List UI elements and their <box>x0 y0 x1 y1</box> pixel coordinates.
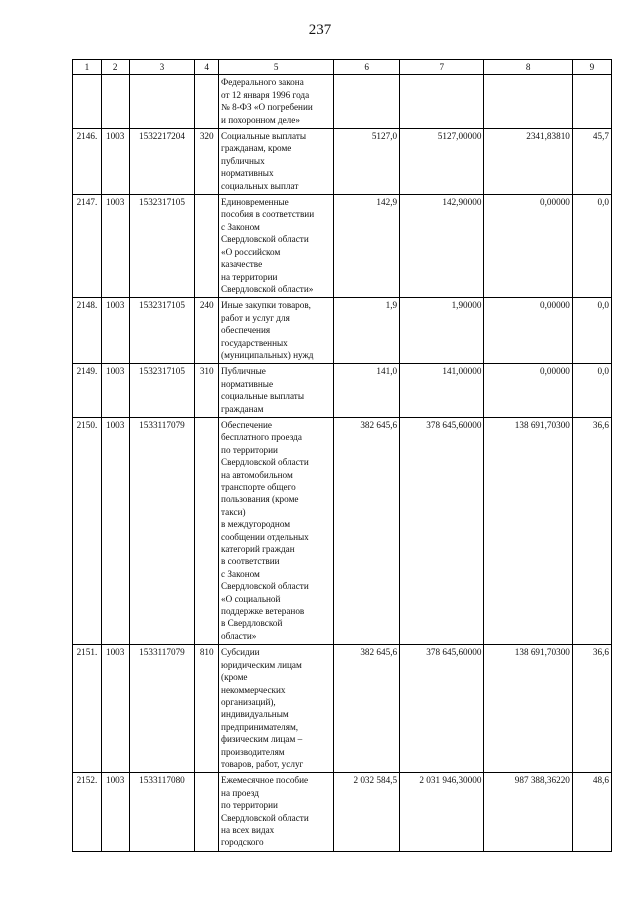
section-code-cell: 1003 <box>101 298 129 364</box>
header-row <box>73 60 612 75</box>
executed-amount-cell <box>484 75 572 129</box>
row-number-cell: 2147. <box>73 195 102 298</box>
planned-amount-cell: 5127,0 <box>334 129 400 195</box>
expense-type-cell <box>195 195 219 298</box>
executed-amount-cell: 0,00000 <box>484 298 572 364</box>
column-header: 2 <box>101 60 129 75</box>
percent-cell: 36,6 <box>572 417 611 644</box>
planned-amount-cell: 2 032 584,5 <box>334 773 400 851</box>
row-number-cell <box>73 75 102 129</box>
item-name-cell: Ежемесячное пособие на проезд по территории Свердловской области на всех видах городского <box>219 773 334 851</box>
table-row <box>73 195 612 298</box>
percent-cell: 45,7 <box>572 129 611 195</box>
approved-amount-cell: 378 645,60000 <box>400 417 484 644</box>
percent-cell <box>572 75 611 129</box>
table-row <box>73 298 612 364</box>
column-header: 4 <box>195 60 219 75</box>
percent-cell: 36,6 <box>572 645 611 773</box>
table-row <box>73 645 612 773</box>
item-name-cell: Социальные выплаты гражданам, кроме публичных нормативных социальных выплат <box>219 129 334 195</box>
planned-amount-cell: 382 645,6 <box>334 645 400 773</box>
item-name-cell: Единовременные пособия в соответствии с Законом Свердловской области «О российском казачестве на территории Свердловской области» <box>219 195 334 298</box>
approved-amount-cell: 141,00000 <box>400 364 484 418</box>
table-row <box>73 773 612 851</box>
row-number-cell: 2152. <box>73 773 102 851</box>
approved-amount-cell: 5127,00000 <box>400 129 484 195</box>
expense-type-cell: 320 <box>195 129 219 195</box>
percent-cell: 48,6 <box>572 773 611 851</box>
percent-cell: 0,0 <box>572 298 611 364</box>
target-code-cell: 1533117080 <box>129 773 195 851</box>
target-code-cell: 1532217204 <box>129 129 195 195</box>
target-code-cell: 1532317105 <box>129 364 195 418</box>
planned-amount-cell: 382 645,6 <box>334 417 400 644</box>
table-row <box>73 129 612 195</box>
executed-amount-cell: 138 691,70300 <box>484 417 572 644</box>
budget-table <box>72 59 612 852</box>
target-code-cell: 1533117079 <box>129 417 195 644</box>
executed-amount-cell: 2341,83810 <box>484 129 572 195</box>
column-header: 9 <box>572 60 611 75</box>
expense-type-cell <box>195 417 219 644</box>
executed-amount-cell: 0,00000 <box>484 364 572 418</box>
table-row <box>73 364 612 418</box>
executed-amount-cell: 0,00000 <box>484 195 572 298</box>
expense-type-cell: 810 <box>195 645 219 773</box>
target-code-cell: 1533117079 <box>129 645 195 773</box>
page-number: 237 <box>308 22 332 38</box>
expense-type-cell: 240 <box>195 298 219 364</box>
section-code-cell: 1003 <box>101 195 129 298</box>
section-code-cell <box>101 75 129 129</box>
section-code-cell: 1003 <box>101 645 129 773</box>
executed-amount-cell: 987 388,36220 <box>484 773 572 851</box>
target-code-cell: 1532317105 <box>129 298 195 364</box>
percent-cell: 0,0 <box>572 195 611 298</box>
section-code-cell: 1003 <box>101 129 129 195</box>
approved-amount-cell: 142,90000 <box>400 195 484 298</box>
item-name-cell: Обеспечение бесплатного проезда по территории Свердловской области на автомобильном транспорте общего пользования (кроме такси) в междугородном сообщении отдельных категорий граждан в соответствии с Законом Свердловской области «О социальной поддержке ветеранов в Свердловской области» <box>219 417 334 644</box>
column-header: 7 <box>400 60 484 75</box>
item-name-cell: Публичные нормативные социальные выплаты гражданам <box>219 364 334 418</box>
item-name-cell: Федерального закона от 12 января 1996 года № 8-ФЗ «О погребении и похоронном деле» <box>219 75 334 129</box>
column-header: 5 <box>219 60 334 75</box>
row-number-cell: 2149. <box>73 364 102 418</box>
item-name-cell: Субсидии юридическим лицам (кроме некоммерческих организаций), индивидуальным предпринимателям, физическим лицам – производителям товаров, работ, услуг <box>219 645 334 773</box>
row-number-cell: 2148. <box>73 298 102 364</box>
column-header: 3 <box>129 60 195 75</box>
column-header: 8 <box>484 60 572 75</box>
expense-type-cell <box>195 75 219 129</box>
row-number-cell: 2151. <box>73 645 102 773</box>
column-header: 1 <box>73 60 102 75</box>
planned-amount-cell: 1,9 <box>334 298 400 364</box>
planned-amount-cell: 141,0 <box>334 364 400 418</box>
section-code-cell: 1003 <box>101 417 129 644</box>
percent-cell: 0,0 <box>572 364 611 418</box>
approved-amount-cell: 1,90000 <box>400 298 484 364</box>
executed-amount-cell: 138 691,70300 <box>484 645 572 773</box>
target-code-cell: 1532317105 <box>129 195 195 298</box>
expense-type-cell: 310 <box>195 364 219 418</box>
table-row <box>73 417 612 644</box>
planned-amount-cell <box>334 75 400 129</box>
planned-amount-cell: 142,9 <box>334 195 400 298</box>
target-code-cell <box>129 75 195 129</box>
approved-amount-cell <box>400 75 484 129</box>
row-number-cell: 2150. <box>73 417 102 644</box>
item-name-cell: Иные закупки товаров, работ и услуг для обеспечения государственных (муниципальных) нужд <box>219 298 334 364</box>
section-code-cell: 1003 <box>101 364 129 418</box>
column-header: 6 <box>334 60 400 75</box>
row-number-cell: 2146. <box>73 129 102 195</box>
table-row <box>73 75 612 129</box>
approved-amount-cell: 378 645,60000 <box>400 645 484 773</box>
expense-type-cell <box>195 773 219 851</box>
approved-amount-cell: 2 031 946,30000 <box>400 773 484 851</box>
section-code-cell: 1003 <box>101 773 129 851</box>
